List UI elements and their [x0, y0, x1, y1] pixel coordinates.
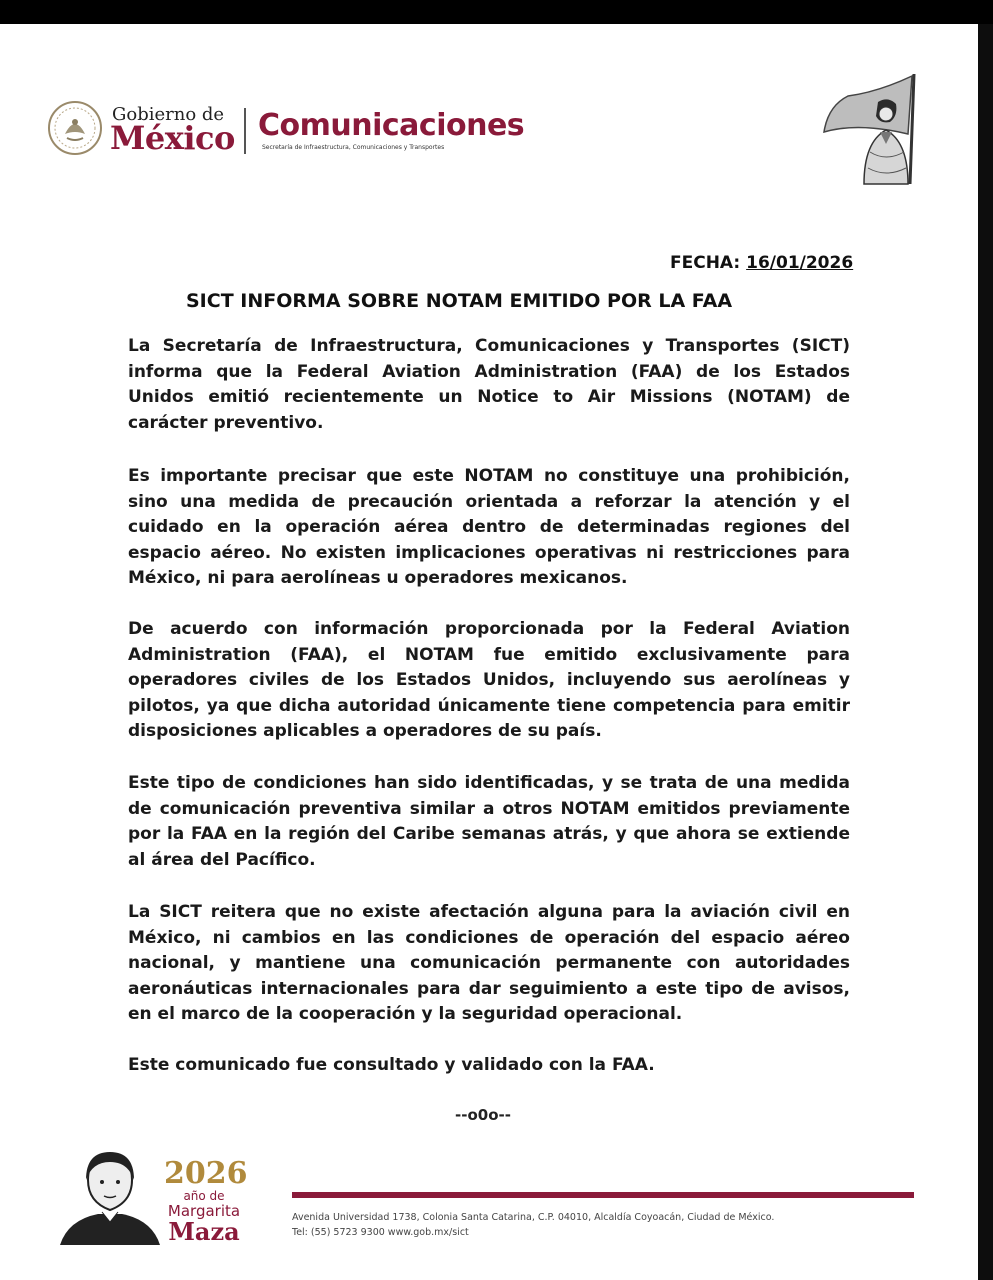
margarita-maza-portrait-icon — [58, 1150, 162, 1245]
screen-edge — [978, 24, 993, 1280]
margarita-label: Margarita — [167, 1202, 241, 1220]
paragraph-4: Este tipo de condiciones han sido identificadas, y se trata de una medida de comunicación preventiva similar a otros NOTAM emitidos previamente por la FAA en la región del Caribe semanas atrás, y que ahora se extiende al área del Pacífico. — [128, 773, 850, 870]
year-2026: 2026 — [164, 1156, 248, 1191]
paragraph-3: De acuerdo con información proporcionada por la Federal Aviation Administration (FAA), el NOTAM fue emitido exclusivamente para operadores civiles de los Estados Unidos, incluyendo sus aerolíneas y pilotos, ya que dicha autoridad únicamente tiene competencia para emitir disposiciones aplicables a operadores de su país. — [128, 619, 850, 742]
paragraph-5: La SICT reitera que no existe afectación alguna para la aviación civil en México, ni cambios en las condiciones de operación del espacio aéreo nacional, y mantiene una comunicación permanente con autoridades aeronáuticas internacionales para dar seguimiento a este tipo de avisos, en el marco de la cooperación y la seguridad operacional. — [128, 902, 850, 1025]
footer-contact: Tel: (55) 5723 9300 www.gob.mx/sict — [292, 1227, 469, 1238]
footer-address: Avenida Universidad 1738, Colonia Santa Catarina, C.P. 04010, Alcaldía Coyoacán, Ciudad de México. — [292, 1212, 775, 1223]
woman-with-flag-illustration-icon — [818, 72, 928, 186]
gobierno-label: Gobierno de — [112, 104, 225, 125]
fecha-line — [670, 253, 853, 273]
coat-of-arms-seal-icon — [47, 100, 103, 156]
paragraph-2: Es importante precisar que este NOTAM no constituye una prohibición, sino una medida de precaución orientada a reforzar la atención y el cuidado en la operación aérea dentro de determinadas regiones del espacio aéreo. No existen implicaciones operativas ni restricciones para México, ni para aerolíneas u operadores mexicanos. — [128, 466, 850, 589]
maza-label: Maza — [168, 1217, 240, 1246]
comunicaciones-logo-text: Comunicaciones — [258, 108, 525, 143]
fecha-value: 16/01/2026 — [746, 253, 854, 273]
sict-subtitle: Secretaría de Infraestructura, Comunicaciones y Transportes — [262, 144, 445, 151]
end-mark: --o0o-- — [455, 1106, 511, 1124]
paragraph-6: Este comunicado fue consultado y validado con la FAA. — [128, 1055, 655, 1075]
footer-divider-bar — [292, 1192, 914, 1198]
paragraph-1: La Secretaría de Infraestructura, Comunicaciones y Transportes (SICT) informa que la Federal Aviation Administration (FAA) de los Estados Unidos emitió recientemente un Notice to Air Missions (NOTAM) de carácter preventivo. — [128, 336, 850, 433]
ano-de-label: año de — [183, 1189, 225, 1203]
fecha-label: FECHA: — [670, 253, 741, 273]
mexico-label: México — [110, 119, 235, 157]
document-title: SICT INFORMA SOBRE NOTAM EMITIDO POR LA FAA — [186, 290, 733, 312]
logo-divider — [244, 108, 246, 154]
